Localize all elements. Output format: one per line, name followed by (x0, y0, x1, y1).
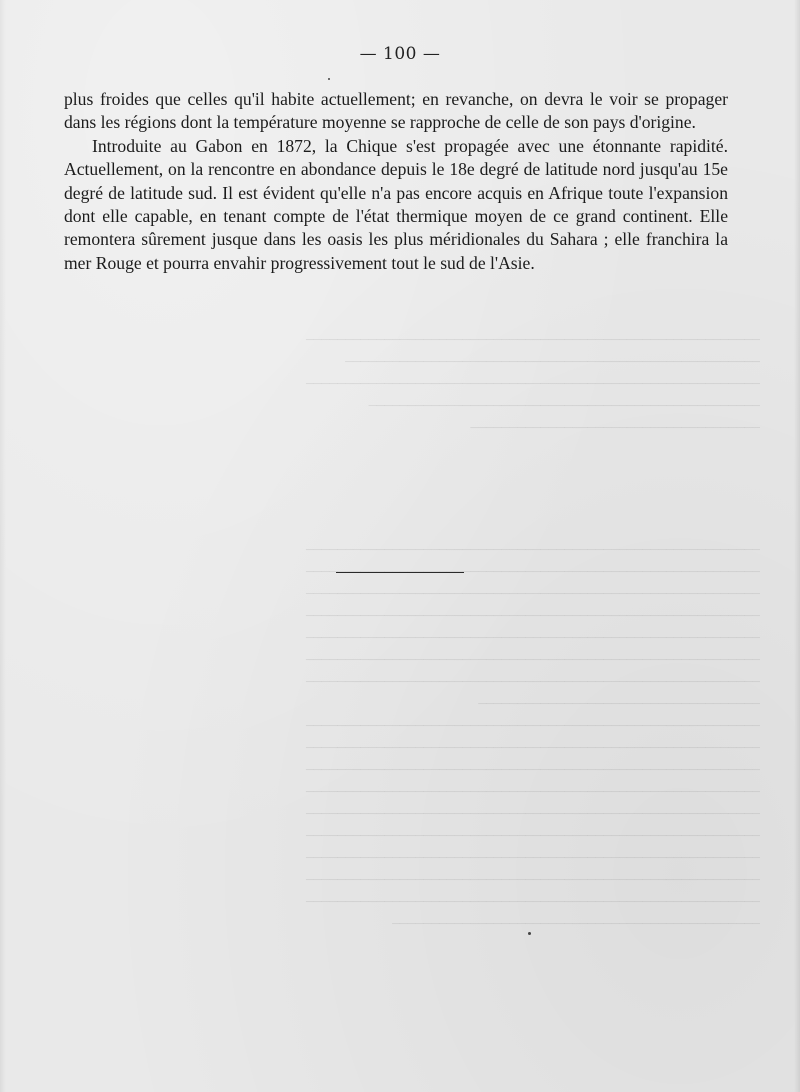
page-number: — 100 — (359, 44, 441, 64)
paper-speck (328, 78, 330, 80)
paper-speck (528, 932, 531, 935)
paragraph: Introduite au Gabon en 1872, la Chique s'est propagée avec une étonnante rapidité. Actuellement, on la rencontre en abondance depuis le 18e degré de latitude nord jusqu'au 15e degré de latitude sud. Il est évident qu'elle n'a pas encore acquis en Afrique toute l'expansion dont elle capable, en tenant compte de l'état thermique moyen de ce grand continent. Elle remontera sûrement jusque dans les oasis les plus méridionales du Sahara ; elle franchira la mer Rouge et pourra envahir progressivement tout le sud de l'Asie. (64, 135, 728, 273)
section-divider (336, 572, 464, 573)
show-through-texture-lower: ────────────────────────────────────────────────────────── ────────────────────────────────────────────────────────── ────────────────────────────────────────────────────────── ────────────────────────────────────────────────────────── ────────────────────────────────────────────────────────── ────────────────────────────────────────────────────────── ────────────────────────────────────────────────────────── ──────────────────────────────────── ────────────────────────────────────────────────────────── ────────────────────────────────────────────────────────── ────────────────────────────────────────────────────────── ────────────────────────────────────────────────────────── ────────────────────────────────────────────────────────── ────────────────────────────────────────────────────────── ────────────────────────────────────────────────────────── ────────────────────────────────────────────────────────── ────────────────────────────────────────────────────────── ─────────────────────────────────────────────── (306, 543, 760, 932)
body-text (64, 88, 728, 275)
show-through-texture: ────────────────────────────────────────────────────────── ───────────────────────────────────────────────────── ────────────────────────────────────────────────────────── ────────────────────────────────────────────────── ───────────────────────────────────── (306, 333, 760, 436)
paragraph: plus froides que celles qu'il habite actuellement; en revanche, on devra le voir se propager dans les régions dont la température moyenne se rapproche de celle de son pays d'origine. (64, 89, 728, 133)
